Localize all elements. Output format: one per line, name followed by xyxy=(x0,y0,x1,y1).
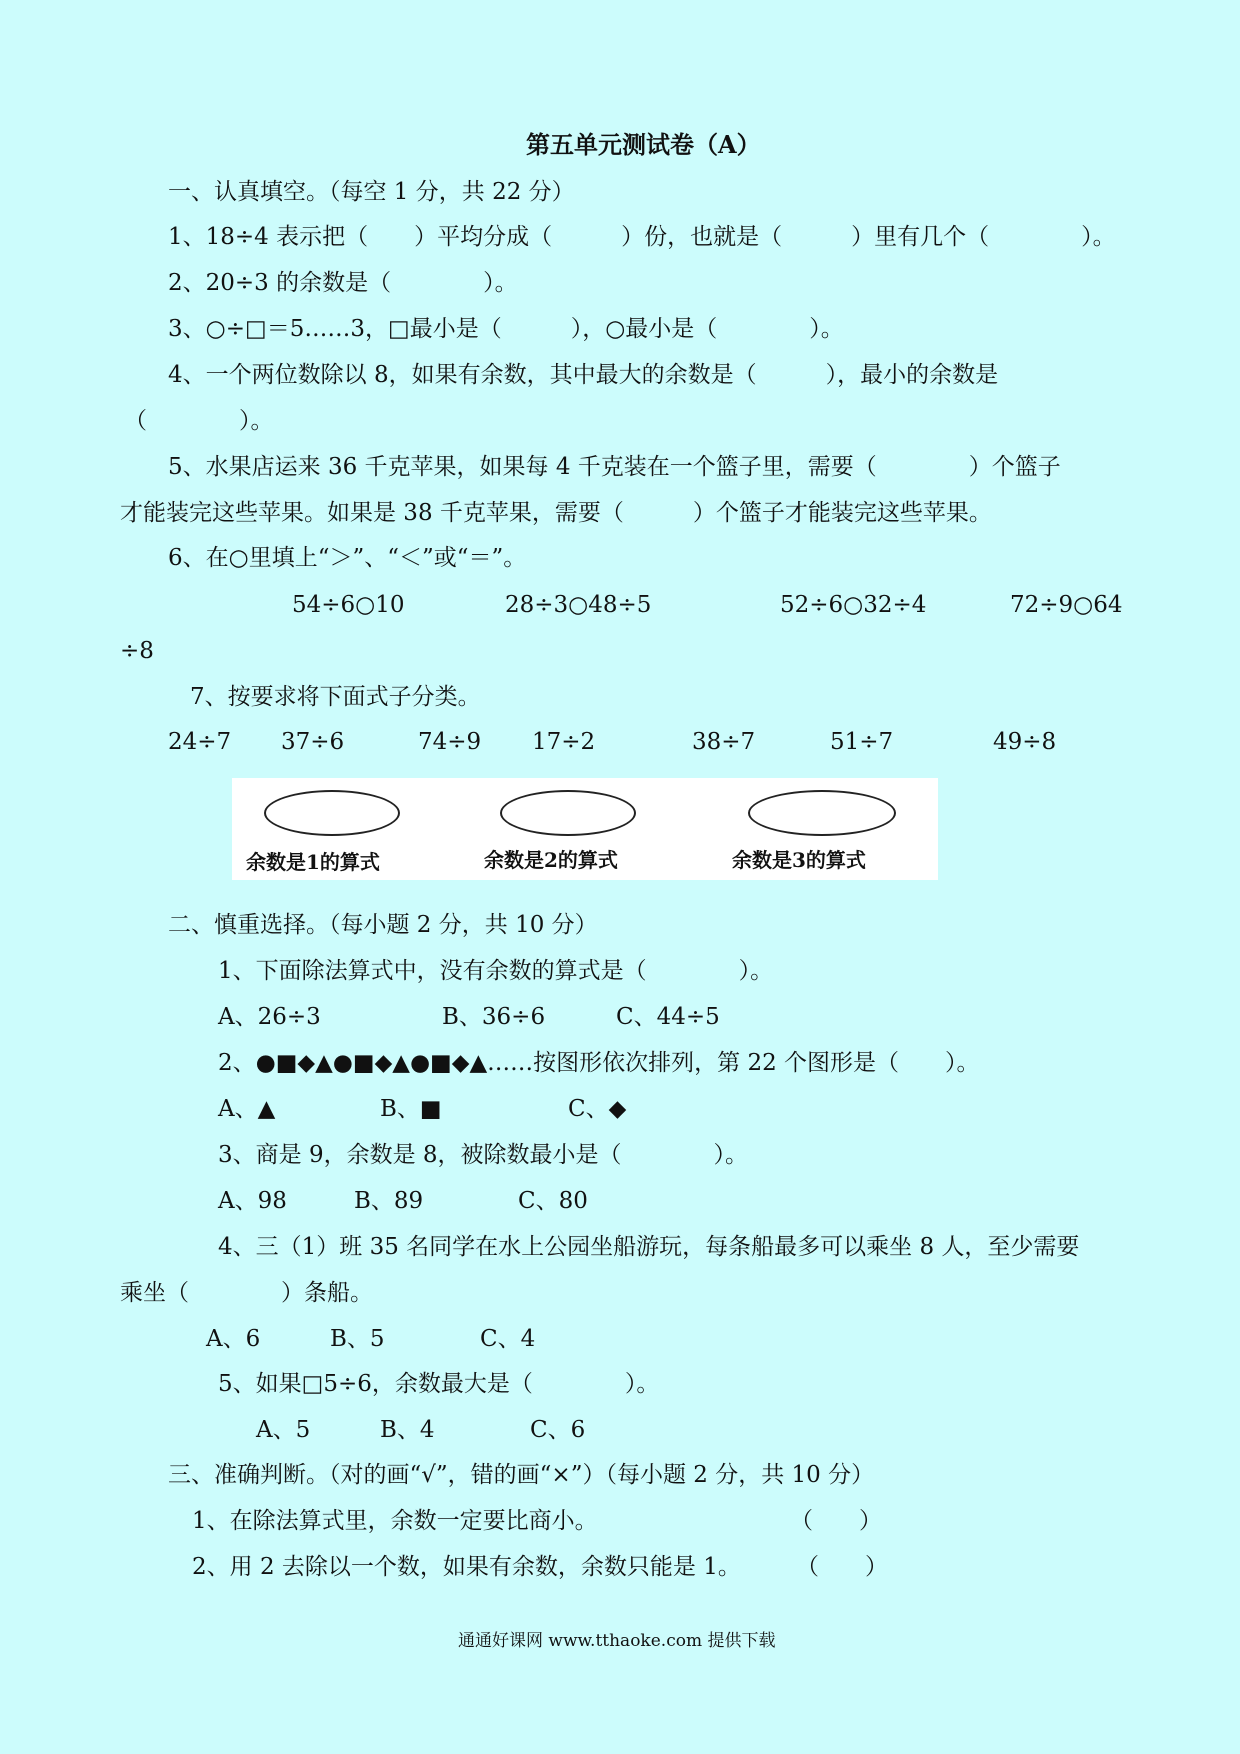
q7-item: 51÷7 xyxy=(830,729,894,755)
q7-item: 38÷7 xyxy=(692,729,756,755)
classification-ovals xyxy=(232,778,938,880)
option[interactable]: A、26÷3 xyxy=(218,1004,321,1030)
section3-heading: 三、准确判断。（对的画“√”，错的画“×”）（每小题 2 分，共 10 分） xyxy=(168,1462,875,1488)
option[interactable]: B、36÷6 xyxy=(442,1004,546,1030)
option[interactable]: C、◆ xyxy=(568,1096,627,1122)
s2-question-5: 5、如果□5÷6，余数最大是（ ）。 xyxy=(218,1371,660,1397)
q6-item: 72÷9○64 xyxy=(1010,592,1123,618)
q6-item-wrap: ÷8 xyxy=(120,638,154,664)
q7-item: 17÷2 xyxy=(532,729,596,755)
option[interactable]: A、5 xyxy=(256,1417,311,1443)
s1-question-3: 3、○÷□＝5……3，□最小是（ ），○最小是（ ）。 xyxy=(168,316,844,342)
option[interactable]: A、▲ xyxy=(218,1096,276,1122)
q7-item: 37÷6 xyxy=(281,729,345,755)
s2-question-3: 3、商是 9，余数是 8，被除数最小是（ ）。 xyxy=(218,1142,749,1168)
q7-item: 49÷8 xyxy=(993,729,1057,755)
s3-question-1: 1、在除法算式里，余数一定要比商小。 xyxy=(192,1508,598,1534)
answer-paren[interactable]: （ ） xyxy=(790,1508,882,1534)
option[interactable]: C、4 xyxy=(480,1326,536,1352)
s1-question-4-line1: 4、一个两位数除以 8，如果有余数，其中最大的余数是（ ），最小的余数是 xyxy=(168,362,999,388)
s1-question-4-line2: （ ）。 xyxy=(124,408,274,434)
q6-item: 28÷3○48÷5 xyxy=(505,592,652,618)
oval-remainder-2[interactable] xyxy=(500,790,636,836)
s2-question-4-line2: 乘坐（ ）条船。 xyxy=(120,1280,373,1306)
q6-item: 54÷6○10 xyxy=(292,592,405,618)
option[interactable]: B、■ xyxy=(380,1096,442,1122)
section2-heading: 二、慎重选择。（每小题 2 分，共 10 分） xyxy=(168,912,598,938)
oval-label: 余数是1的算式 xyxy=(246,850,380,874)
q6-item: 52÷6○32÷4 xyxy=(780,592,927,618)
s2-question-4-line1: 4、三（1）班 35 名同学在水上公园坐船游玩，每条船最多可以乘坐 8 人，至少需要 xyxy=(218,1234,1080,1260)
footer: 通通好课网 www.tthaoke.com 提供下载 xyxy=(458,1631,776,1651)
s1-question-6: 6、在○里填上“＞”、“＜”或“＝”。 xyxy=(168,545,527,571)
s2-question-1: 1、下面除法算式中，没有余数的算式是（ ）。 xyxy=(218,958,774,984)
oval-remainder-3[interactable] xyxy=(748,790,896,836)
oval-label: 余数是2的算式 xyxy=(484,848,618,872)
s1-question-1: 1、18÷4 表示把（ ）平均分成（ ）份，也就是（ ）里有几个（ ）。 xyxy=(168,224,1116,250)
option[interactable]: C、44÷5 xyxy=(616,1004,720,1030)
option[interactable]: A、6 xyxy=(206,1326,261,1352)
option[interactable]: B、89 xyxy=(354,1188,424,1214)
oval-label: 余数是3的算式 xyxy=(732,848,866,872)
page-title: 第五单元测试卷（A） xyxy=(526,130,761,159)
option[interactable]: A、98 xyxy=(218,1188,287,1214)
s2-question-2: 2、●■◆▲●■◆▲●■◆▲……按图形依次排列，第 22 个图形是（ ）。 xyxy=(218,1050,980,1076)
option[interactable]: B、5 xyxy=(330,1326,385,1352)
section1-heading: 一、认真填空。（每空 1 分，共 22 分） xyxy=(168,179,575,205)
s1-question-5-line2: 才能装完这些苹果。如果是 38 千克苹果，需要（ ）个篮子才能装完这些苹果。 xyxy=(120,500,992,526)
answer-paren[interactable]: （ ） xyxy=(796,1554,888,1580)
option[interactable]: B、4 xyxy=(380,1417,435,1443)
s1-question-2: 2、20÷3 的余数是（ ）。 xyxy=(168,270,518,296)
s1-question-7: 7、按要求将下面式子分类。 xyxy=(190,684,481,710)
s3-question-2: 2、用 2 去除以一个数，如果有余数，余数只能是 1。 xyxy=(192,1554,741,1580)
q7-item: 24÷7 xyxy=(168,729,232,755)
s1-question-5-line1: 5、水果店运来 36 千克苹果，如果每 4 千克装在一个篮子里，需要（ ）个篮子 xyxy=(168,454,1061,480)
option[interactable]: C、80 xyxy=(518,1188,588,1214)
option[interactable]: C、6 xyxy=(530,1417,586,1443)
oval-remainder-1[interactable] xyxy=(264,790,400,836)
q7-item: 74÷9 xyxy=(418,729,482,755)
